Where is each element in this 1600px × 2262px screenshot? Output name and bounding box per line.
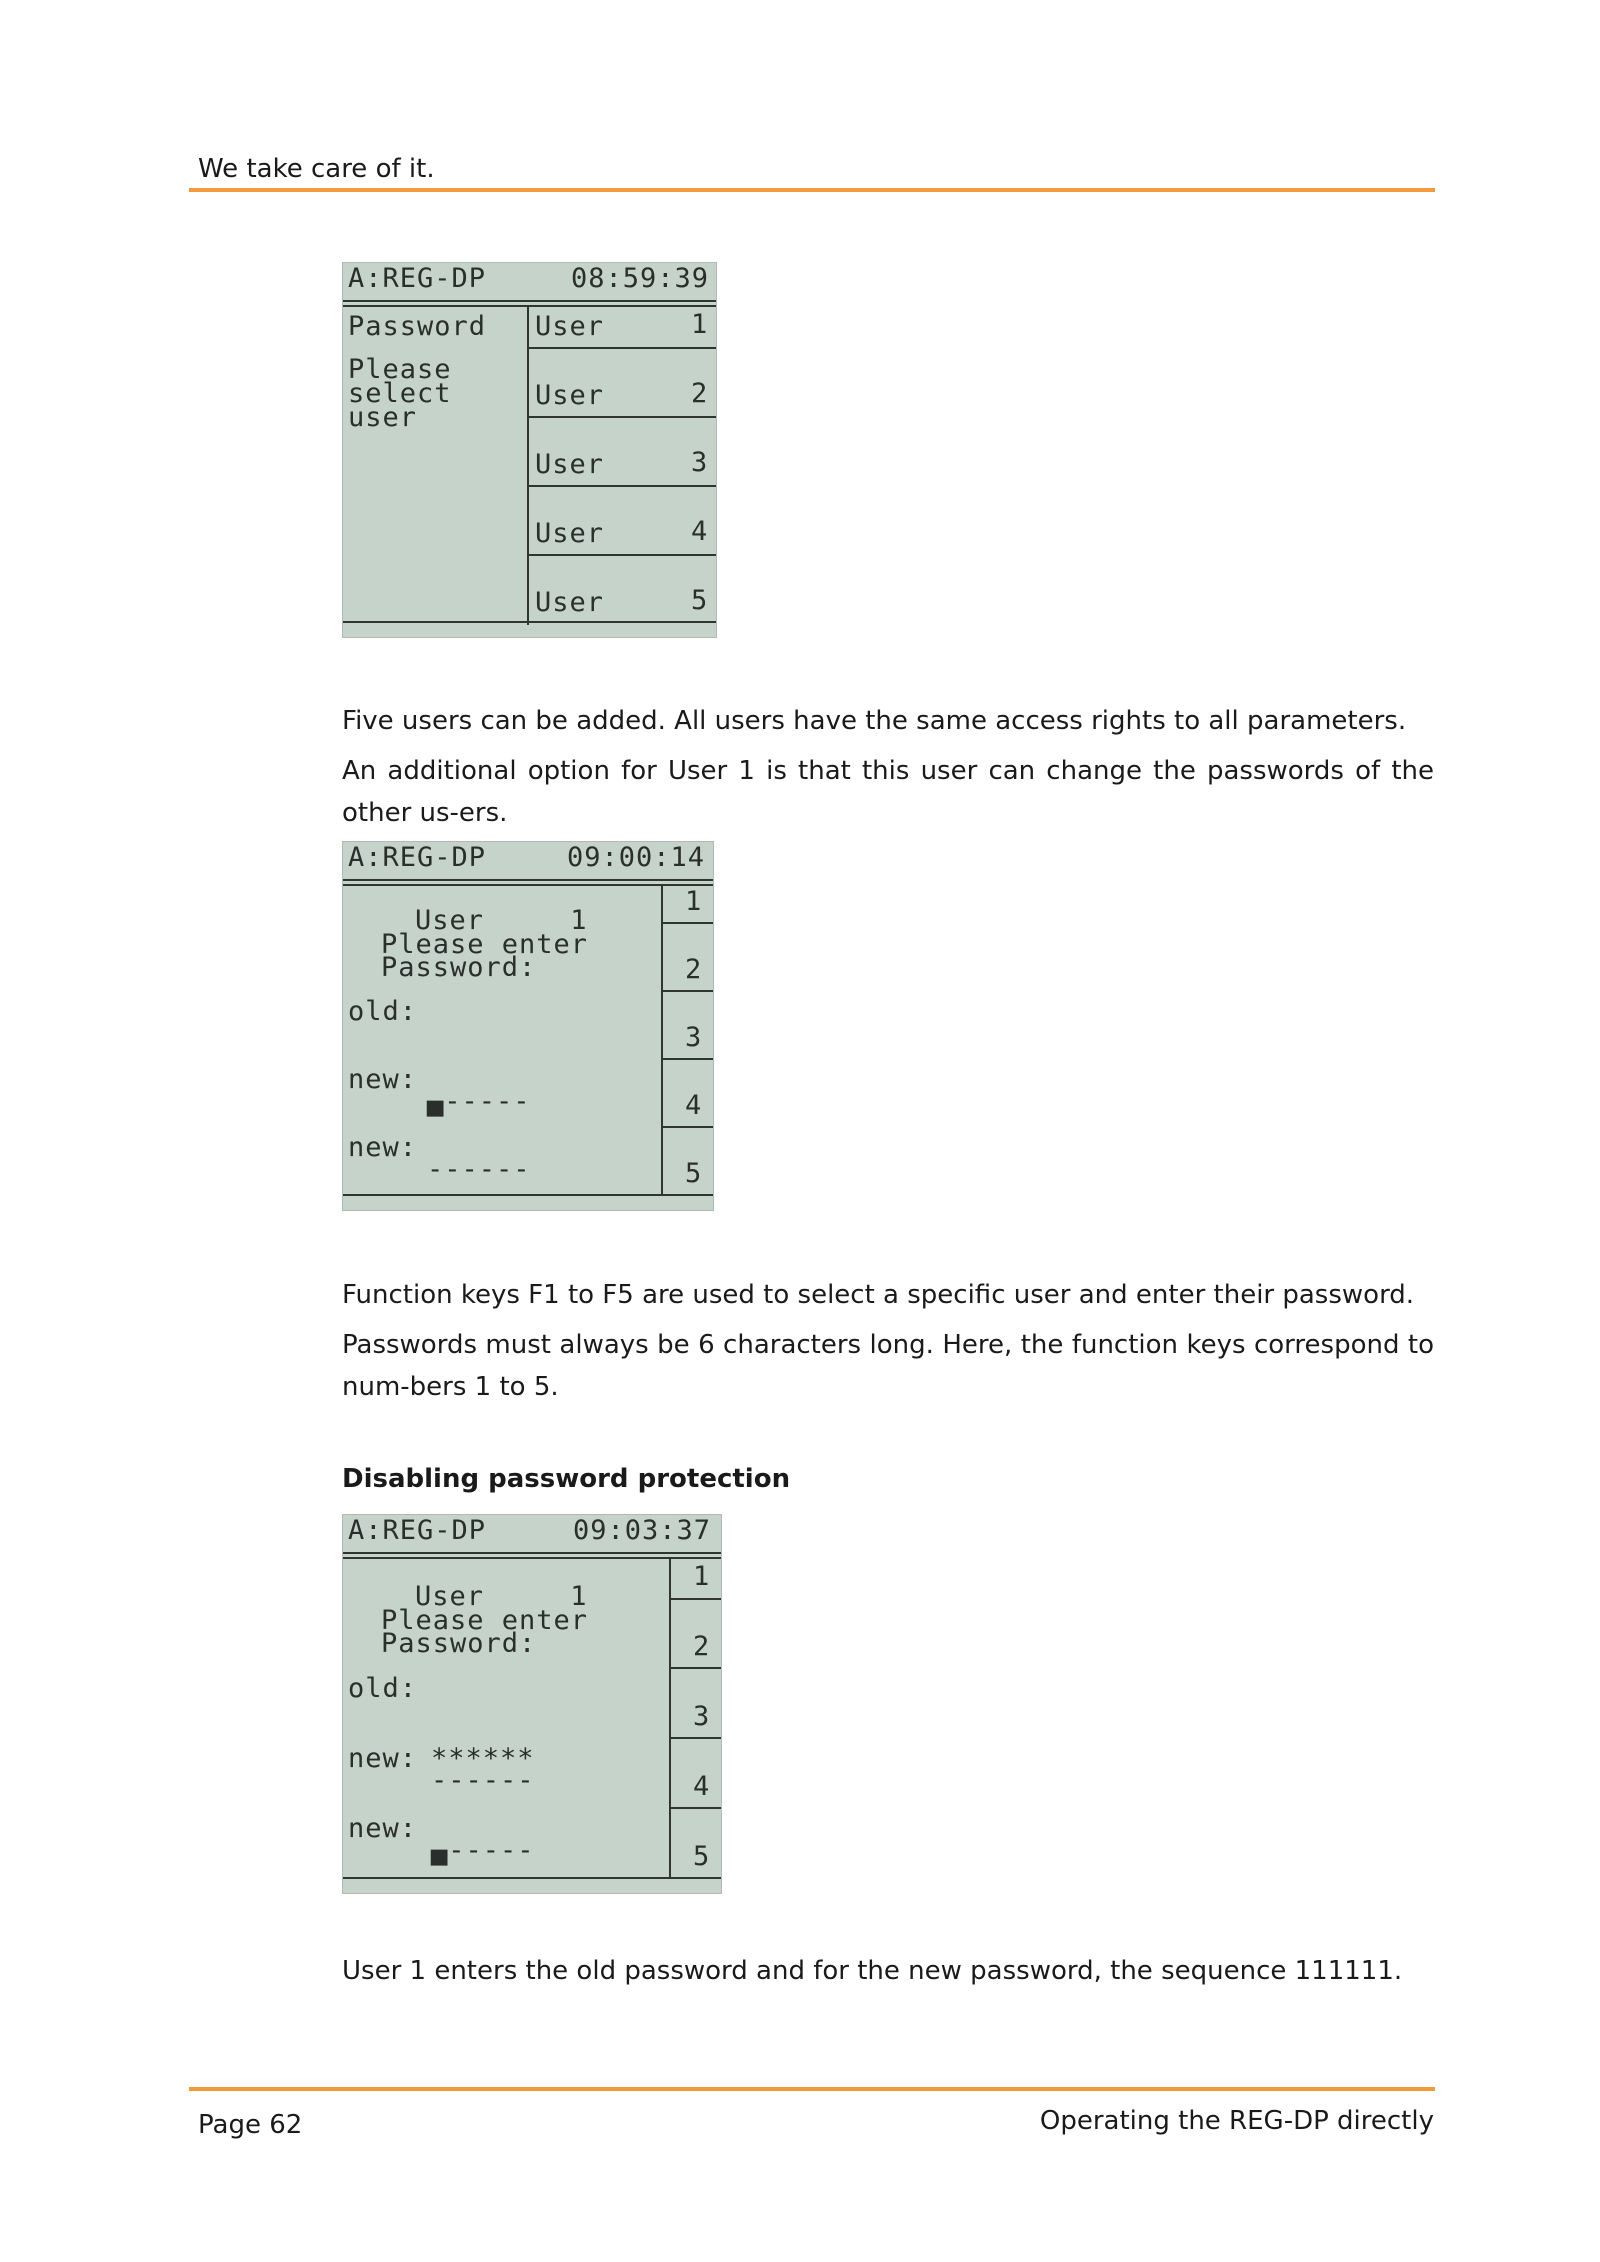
- lcd-clock: 09:00:14: [567, 842, 706, 873]
- lcd-user-line: User 1: [415, 1581, 588, 1612]
- paragraph: Five users can be added. All users have the same access rights to all parameters.: [342, 706, 1407, 736]
- softkey-user-3-number[interactable]: 3: [691, 447, 708, 478]
- new-password-label: new:: [348, 1743, 418, 1774]
- softkey-3[interactable]: 3: [685, 1022, 702, 1053]
- body-paragraphs: [342, 700, 1434, 842]
- lcd-instruction-line: Please: [348, 354, 452, 385]
- confirm-password-label: new:: [348, 1132, 418, 1163]
- lcd-prompt-line: Please enter: [381, 1605, 589, 1636]
- lcd-prompt-line: Please enter: [381, 929, 589, 960]
- softkey-user-2-number[interactable]: 2: [691, 378, 708, 409]
- confirm-password-field[interactable]: ▄-----: [431, 1835, 535, 1866]
- softkey-5[interactable]: 5: [693, 1841, 710, 1872]
- lcd-prompt-line: Password:: [381, 952, 537, 983]
- header-slogan: We take care of it.: [198, 154, 435, 184]
- softkey-user-1-number[interactable]: 1: [691, 309, 708, 340]
- section-heading: Disabling password protection: [342, 1464, 791, 1494]
- lcd-clock: 09:03:37: [573, 1515, 712, 1546]
- softkey-user-1-label[interactable]: User: [535, 311, 605, 342]
- confirm-password-label: new:: [348, 1813, 418, 1844]
- new-password-masked: ******: [431, 1743, 535, 1774]
- paragraph: An additional option for User 1 is that this user can change the passwords of the other us-ers.: [342, 756, 1434, 828]
- lcd-screen-disable-password: [342, 1514, 722, 1894]
- confirm-password-field[interactable]: ------: [427, 1154, 531, 1185]
- softkey-5[interactable]: 5: [685, 1158, 702, 1189]
- lcd-screen-password-entry: [342, 841, 714, 1211]
- softkey-user-5-label[interactable]: User: [535, 587, 605, 618]
- paragraph: User 1 enters the old password and for the new password, the sequence 111111.: [342, 1956, 1403, 1986]
- section-title: Operating the REG-DP directly: [1039, 2106, 1434, 2136]
- lcd-instruction-line: user: [348, 402, 418, 433]
- footer-rule: [189, 2087, 1435, 2091]
- paragraph: Passwords must always be 6 characters long. Here, the function keys correspond to num-bers 1 to 5.: [342, 1330, 1434, 1402]
- paragraph: Function keys F1 to F5 are used to select a specific user and enter their password.: [342, 1280, 1415, 1310]
- old-password-label: old:: [348, 996, 418, 1027]
- lcd-screen-user-select: [342, 262, 717, 638]
- softkey-1[interactable]: 1: [685, 886, 702, 917]
- softkey-2[interactable]: 2: [693, 1631, 710, 1662]
- lcd-menu-title: Password: [348, 311, 487, 342]
- body-paragraph: [342, 1950, 1434, 2000]
- header-rule: [189, 188, 1435, 192]
- softkey-user-3-label[interactable]: User: [535, 449, 605, 480]
- lcd-device-title: A:REG-DP: [348, 1515, 487, 1546]
- lcd-instruction-line: select: [348, 378, 452, 409]
- lcd-clock: 08:59:39: [571, 263, 710, 294]
- lcd-user-line: User 1: [415, 905, 588, 936]
- softkey-user-5-number[interactable]: 5: [691, 585, 708, 616]
- lcd-prompt-line: Password:: [381, 1628, 537, 1659]
- lcd-device-title: A:REG-DP: [348, 842, 487, 873]
- softkey-4[interactable]: 4: [693, 1771, 710, 1802]
- softkey-1[interactable]: 1: [693, 1561, 710, 1592]
- softkey-3[interactable]: 3: [693, 1701, 710, 1732]
- softkey-user-4-number[interactable]: 4: [691, 516, 708, 547]
- new-password-field[interactable]: ------: [431, 1765, 535, 1796]
- softkey-user-2-label[interactable]: User: [535, 380, 605, 411]
- softkey-4[interactable]: 4: [685, 1090, 702, 1121]
- lcd-device-title: A:REG-DP: [348, 263, 487, 294]
- page-number: Page 62: [198, 2110, 303, 2140]
- old-password-label: old:: [348, 1673, 418, 1704]
- softkey-2[interactable]: 2: [685, 954, 702, 985]
- softkey-user-4-label[interactable]: User: [535, 518, 605, 549]
- body-paragraphs: [342, 1274, 1434, 1416]
- new-password-label: new:: [348, 1064, 418, 1095]
- new-password-field[interactable]: ▄-----: [427, 1086, 531, 1117]
